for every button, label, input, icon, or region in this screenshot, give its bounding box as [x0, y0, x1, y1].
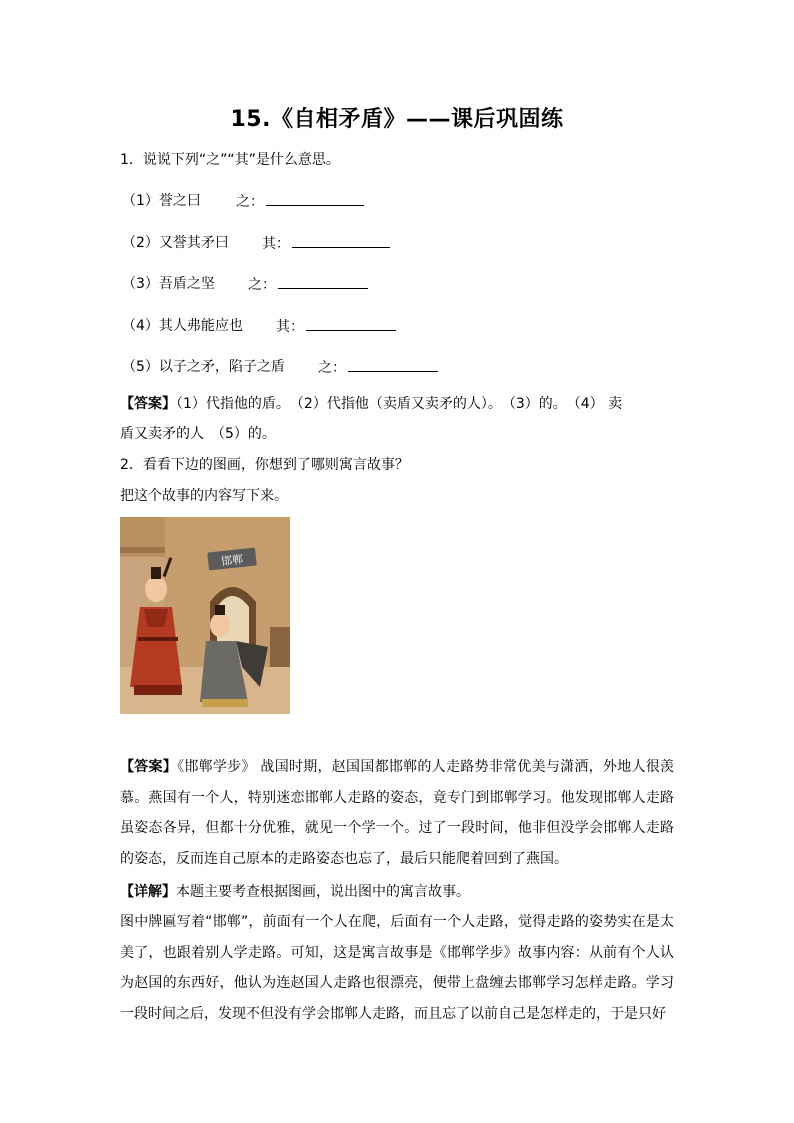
city-sign-text: 邯郸 — [220, 552, 244, 569]
answer-blank[interactable] — [292, 233, 390, 248]
q1-item-2-phrase: （2）又誉其矛曰 — [122, 235, 229, 251]
q1-item-1-target: 之： — [236, 191, 364, 212]
q1-item-5-target: 之： — [318, 357, 438, 378]
answer-blank[interactable] — [266, 191, 364, 206]
q1-answer-line-1: 【答案】（1）代指他的盾。 （2）代指他（卖盾又卖矛的人）。 （3）的。 （4） 卖 — [120, 396, 623, 412]
q1-item-4-phrase: （4）其人弗能应也 — [122, 318, 243, 334]
q1-item-2-target: 其： — [262, 233, 390, 254]
answer-tag: 【答案】 — [120, 759, 178, 775]
q1-item-3-phrase: （3）吾盾之坚 — [122, 276, 215, 292]
q1-item-3-target: 之： — [248, 274, 368, 295]
question-2-stem: 2．看看下边的图画，你想到了哪则寓言故事？ — [120, 457, 409, 473]
q2-explanation: 图中牌匾写着“邯郸”，前面有一个人在爬，后面有一个人走路，觉得走路的姿势实在是太美了，也跟着别人学走路。可知，这是寓言故事是《邯郸学步》故事内容：从前有个人认为赵国的东西好，他认为连赵国人走路也很漂亮，便带上盘缠去邯郸学习怎样走路。学习一段时间之后，发现不但没有学会邯郸人走路，而且忘了以前自己是怎样走的，于是只好 — [120, 914, 674, 1022]
q2-detail: 【详解】本题主要考查根据图画，说出图中的寓言故事。 — [120, 884, 470, 900]
q1-item-5-phrase: （5）以子之矛，陷子之盾 — [122, 359, 285, 375]
question-2-instruction: 把这个故事的内容写下来。 — [120, 488, 288, 504]
question-1-stem: 1．说说下列“之”“其”是什么意思。 — [120, 152, 340, 168]
q1-answer-line-2: 盾又卖矛的人 （5）的。 — [120, 426, 276, 442]
answer-blank[interactable] — [278, 274, 368, 289]
page-title: 15.《自相矛盾》——课后巩固练 — [230, 107, 564, 132]
q1-item-4-target: 其： — [276, 316, 396, 337]
answer-blank[interactable] — [306, 316, 396, 331]
handan-illustration — [120, 517, 290, 714]
detail-tag: 【详解】 — [120, 884, 176, 900]
q2-answer: 【答案】《邯郸学步》 战国时期，赵国国都邯郸的人走路势非常优美与潇洒，外地人很羡慕。燕国有一个人，特别迷恋邯郸人走路的姿态，竟专门到邯郸学习。他发现邯郸人走路虽姿态各异，但都十分优雅，就见一个学一个。过了一段时间，他非但没学会邯郸人走路的姿态，反而连自己原本的走路姿态也忘了，最后只能爬着回到了燕国。 — [120, 759, 675, 867]
q1-item-1-phrase: （1）誉之曰 — [122, 193, 201, 209]
answer-tag: 【答案】 — [120, 396, 176, 412]
answer-blank[interactable] — [348, 357, 438, 372]
